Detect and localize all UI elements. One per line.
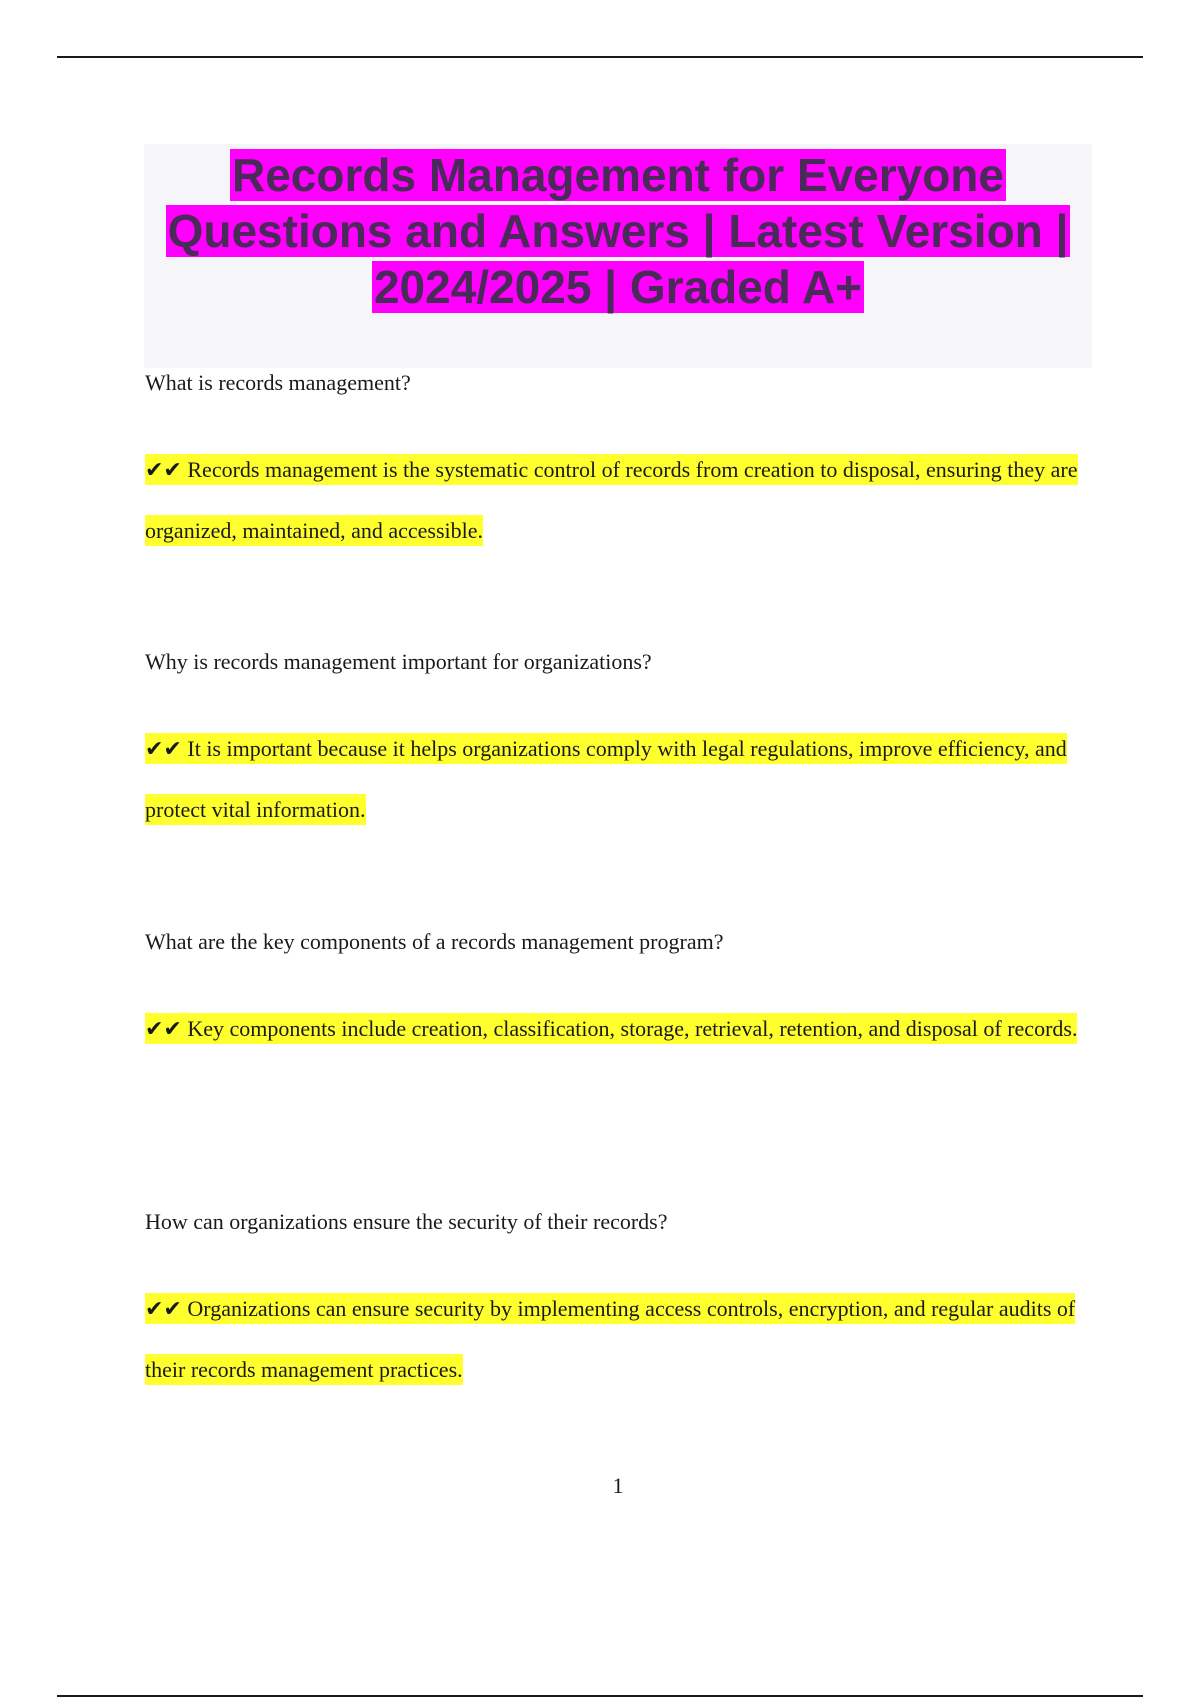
answer-body: It is important because it helps organizations comply with legal regulations, improve efficiency, and protect vital information. (145, 736, 1067, 822)
answer-body: Records management is the systematic control of records from creation to disposal, ensuring they are organized, maintained, and accessible. (145, 457, 1078, 543)
question-text: Why is records management important for organizations? (145, 649, 652, 674)
answer-body: Organizations can ensure security by implementing access controls, encryption, and regular audits of their records management practices. (145, 1296, 1076, 1382)
answer-body: Key components include creation, classification, storage, retrieval, retention, and disposal of records. (187, 1016, 1078, 1041)
answer-text (145, 719, 1095, 840)
answer-text (145, 440, 1095, 561)
qa-item (145, 928, 1095, 1060)
title-banner (144, 144, 1092, 368)
qa-item (145, 648, 1095, 840)
qa-item (145, 369, 1095, 561)
answer-text (145, 1279, 1095, 1400)
answer-text (145, 999, 1095, 1060)
double-check-icon: ✔✔ (145, 1297, 182, 1322)
question-text: What are the key components of a records management program? (145, 929, 724, 954)
question-text: What is records management? (145, 370, 411, 395)
bottom-rule (57, 1695, 1143, 1697)
double-check-icon: ✔✔ (145, 1017, 182, 1042)
page-number: 1 (612, 1473, 624, 1498)
document-title-text: Records Management for Everyone Questions and Answers | Latest Version | 2024/2025 | Graded A+ (167, 149, 1069, 313)
double-check-icon: ✔✔ (145, 458, 182, 483)
document-title (144, 144, 1092, 315)
question-text: How can organizations ensure the security of their records? (145, 1209, 668, 1234)
top-rule (57, 56, 1143, 58)
qa-item (145, 1208, 1095, 1400)
double-check-icon: ✔✔ (145, 737, 182, 762)
